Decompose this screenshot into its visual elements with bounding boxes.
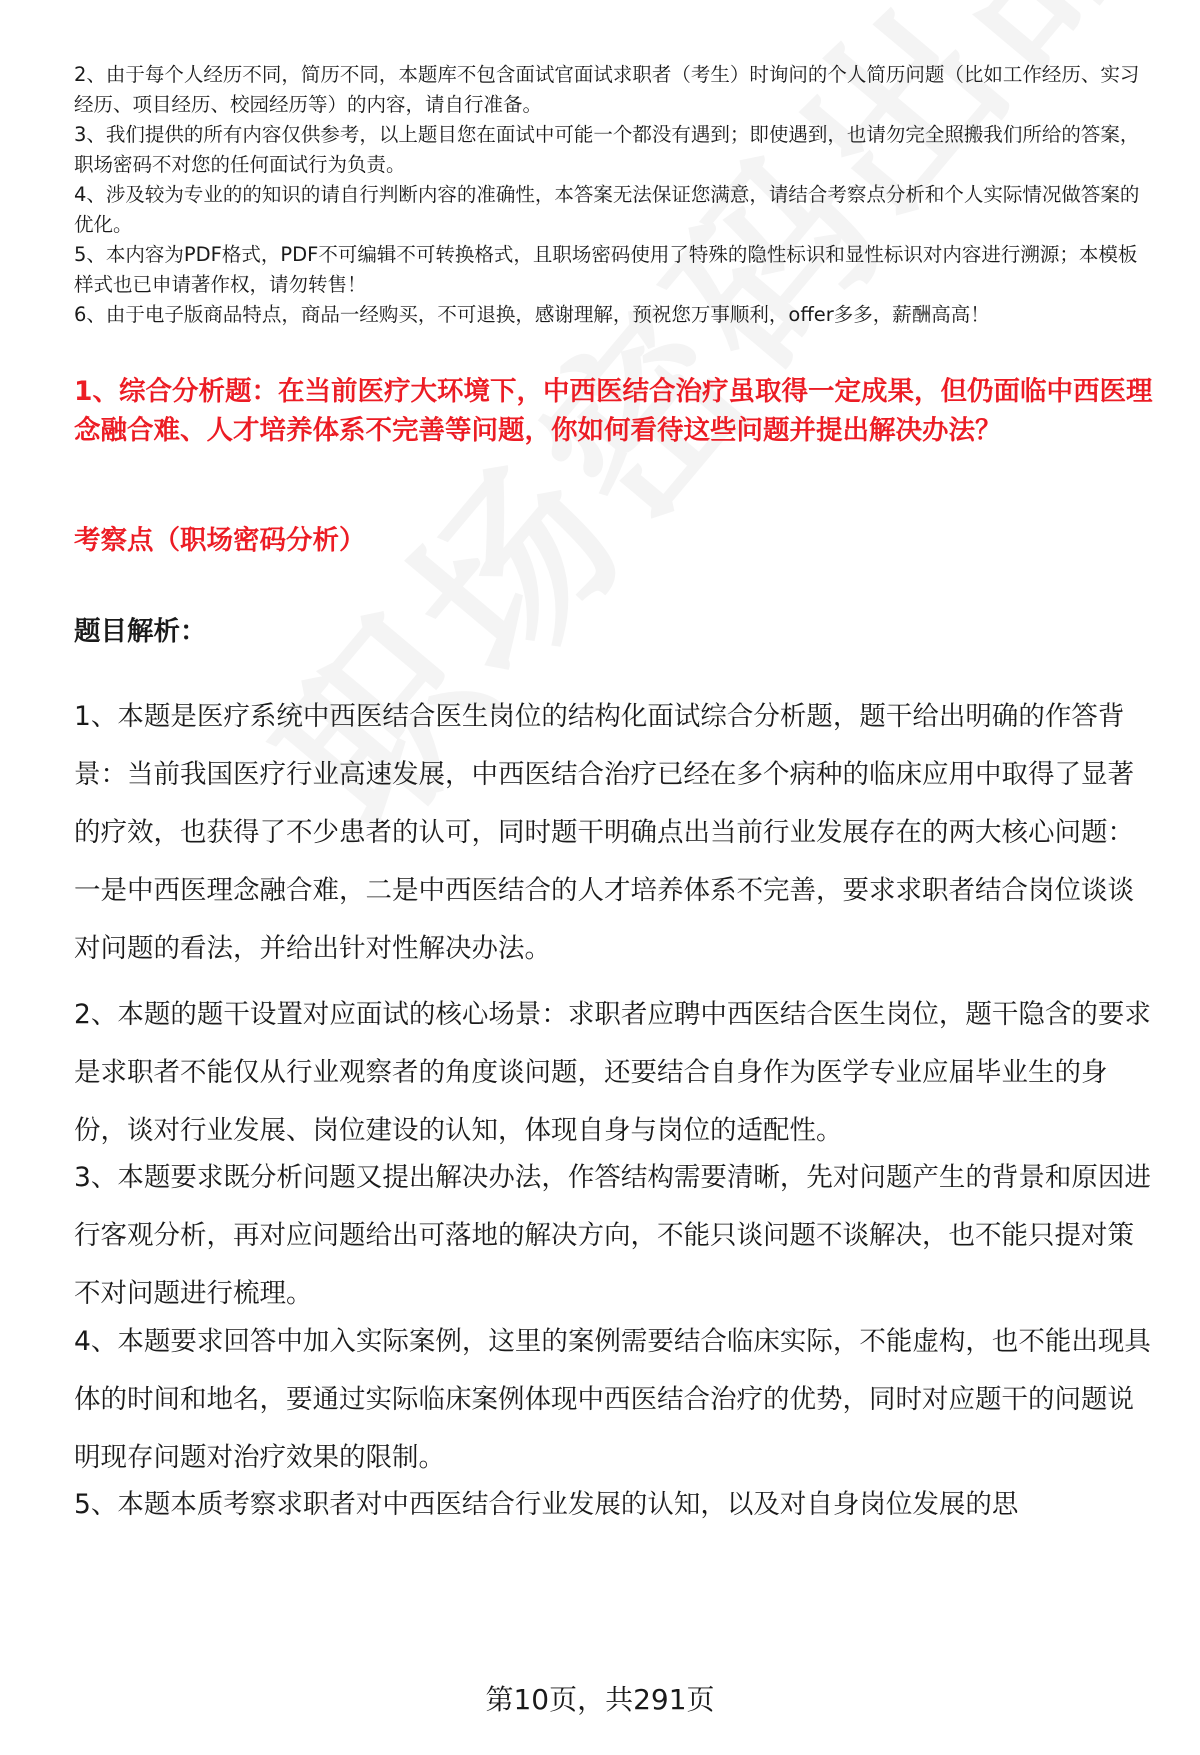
analysis-paragraph: 5、本题本质考察求职者对中西医结合行业发展的认知，以及对自身岗位发展的思 — [74, 1489, 1019, 1520]
note-item: 2、由于每个人经历不同，简历不同，本题库不包含面试官面试求职者（考生）时询问的个人简历问题（比如工作经历、实习经历、项目经历、校园经历等）的内容，请自行准备。 — [74, 63, 1140, 116]
note-item: 3、我们提供的所有内容仅供参考，以上题目您在面试中可能一个都没有遇到；即使遇到，也请勿完全照搬我们所给的答案，职场密码不对您的任何面试行为负责。 — [74, 123, 1140, 176]
question-heading: 1、综合分析题：在当前医疗大环境下，中西医结合治疗虽取得一定成果，但仍面临中西医理念融合难、人才培养体系不完善等问题，你如何看待这些问题并提出解决办法？ — [74, 376, 1153, 446]
exam-point-label: 考察点（职场密码分析） — [74, 525, 366, 556]
analysis-paragraph: 2、本题的题干设置对应面试的核心场景：求职者应聘中西医结合医生岗位，题干隐含的要求是求职者不能仅从行业观察者的角度谈问题，还要结合自身作为医学专业应届毕业生的身份，谈对行业发展、岗位建设的认知，体现自身与岗位的适配性。 — [74, 999, 1151, 1146]
note-item: 5、本内容为PDF格式，PDF不可编辑不可转换格式，且职场密码使用了特殊的隐性标识和显性标识对内容进行溯源；本模板样式也已申请著作权，请勿转售！ — [74, 243, 1138, 296]
analysis-title: 题目解析： — [74, 616, 207, 647]
analysis-paragraph: 1、本题是医疗系统中西医结合医生岗位的结构化面试综合分析题，题干给出明确的作答背景：当前我国医疗行业高速发展，中西医结合治疗已经在多个病种的临床应用中取得了显著的疗效，也获得了不少患者的认可，同时题干明确点出当前行业发展存在的两大核心问题：一是中西医理念融合难，二是中西医结合的人才培养体系不完善，要求求职者结合岗位谈谈对问题的看法，并给出针对性解决办法。 — [74, 701, 1134, 964]
page-number: 第10页，共291页 — [485, 1683, 715, 1716]
note-item: 6、由于电子版商品特点，商品一经购买，不可退换，感谢理解，预祝您万事顺利，offer多多，薪酬高高！ — [74, 303, 990, 326]
analysis-paragraph: 3、本题要求既分析问题又提出解决办法，作答结构需要清晰，先对问题产生的背景和原因进行客观分析，再对应问题给出可落地的解决方向，不能只谈问题不谈解决，也不能只提对策不对问题进行梳理。 — [74, 1162, 1151, 1309]
note-item: 4、涉及较为专业的的知识的请自行判断内容的准确性，本答案无法保证您满意，请结合考察点分析和个人实际情况做答案的优化。 — [74, 183, 1140, 236]
disclaimer-notes — [74, 60, 1154, 330]
analysis-paragraph: 4、本题要求回答中加入实际案例，这里的案例需要结合临床实际，不能虚构，也不能出现具体的时间和地名，要通过实际临床案例体现中西医结合治疗的优势，同时对应题干的问题说明现存问题对治疗效果的限制。 — [74, 1326, 1151, 1473]
